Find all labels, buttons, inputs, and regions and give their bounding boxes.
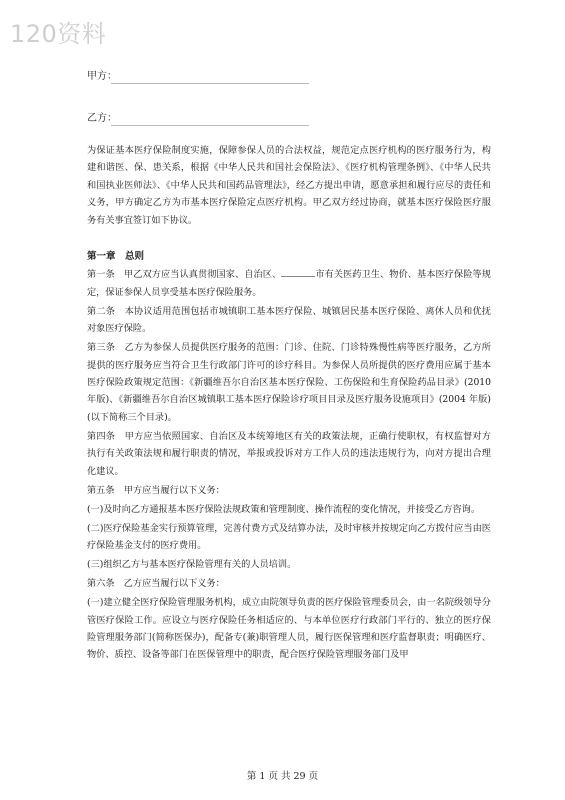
article-1-part-b: 市有关医药卫生、物价、基本医疗保险等规定，保证参保人员享受基本医疗保险服务。 [87, 269, 491, 298]
article-4: 第四条 甲方应当依照国家、自治区及本统筹地区有关的政策法规，正确行使职权，有权监督对方执行有关政策法规和履行职责的情况，举报或投诉对方工作人员的违法违规行为，向对方提出合理化建议。 [87, 430, 491, 477]
party-a-label: 甲方： [87, 71, 117, 82]
article-5: 第五条 甲方应当履行以下义务： [87, 484, 225, 496]
article-5-item-1: (一)及时向乙方通报基本医疗保险法规政策和管理制度、操作流程的变化情况，并接受乙方咨询。 [87, 503, 481, 515]
watermark-logo: 120资料 [10, 20, 107, 48]
article-2: 第二条 本协议适用范围包括市城镇职工基本医疗保险、城镇居民基本医疗保险、离休人员和优抚对象医疗保险。 [87, 305, 491, 335]
article-5-item-3: (三)组织乙方与基本医疗保险管理有关的人员培训。 [87, 559, 297, 571]
article-6: 第六条 乙方应当履行以下义务： [87, 578, 225, 590]
article-1 [87, 266, 491, 301]
party-a-line [87, 70, 309, 84]
page-footer: 第 1 页 共 29 页 [246, 771, 319, 782]
chapter-title: 第一章 总则 [87, 251, 145, 263]
city-blank [281, 267, 315, 277]
intro-paragraph: 为保证基本医疗保险制度实施，保障参保人员的合法权益，规范定点医疗机构的医疗服务行为，构建和谐医、保、患关系，根据《中华人民共和国社会保险法》、《医疗机构管理条例》、《中华人民共和国执业医师法》、《中华人民共和国药品管理法》，经乙方提出申请，愿意承担和履行应尽的责任和义务，甲方确定乙方为市基本医疗保险定点医疗机构。甲乙双方经过协商，就基本医疗保险医疗服务有关事宜签订如下协议。 [87, 145, 491, 226]
party-b-label: 乙方： [87, 113, 117, 124]
agreement-body [87, 142, 491, 665]
article-6-item-1: (一)建立健全医疗保险管理服务机构，成立由院领导负责的医疗保险管理委员会，由一名院级领导分管医疗保险工作。应设立与医疗保险任务相适应的、与本单位医疗行政部门平行的、独立的医疗保险管理服务部门(简称医保办)，配备专(兼)职管理人员，履行医保管理和医疗监督职责；明确医疗、物价、质控、设备等部门在医保管理中的职责，配合医疗保险管理服务部门及甲 [87, 597, 491, 661]
party-a-blank [111, 83, 309, 84]
article-3: 第三条 乙方为参保人员提供医疗服务的范围：门诊、住院、门诊特殊慢性病等医疗服务，乙方所提供的医疗服务应当符合卫生行政部门许可的诊疗科目。为参保人员所提供的医疗费用应属于基本医疗保险政策规定范围：《新疆维吾尔自治区基本医疗保险、工伤保险和生育保险药品目录》(2010 年版)、《新疆维吾尔自治区城镇职工基本医疗保险诊疗项目目录及医疗服务设施项目》(2004 年版) (以下简称三个目录)。 [87, 342, 491, 423]
party-b-blank [111, 125, 309, 126]
party-b-line [87, 112, 309, 126]
article-1-part-a: 第一条 甲乙双方应当认真贯彻国家、自治区、 [87, 269, 282, 281]
article-5-item-2: (二)医疗保险基金实行预算管理，完善付费方式及结算办法，及时审核并按规定向乙方拨付应当由医疗保险基金支付的医疗费用。 [87, 522, 491, 552]
